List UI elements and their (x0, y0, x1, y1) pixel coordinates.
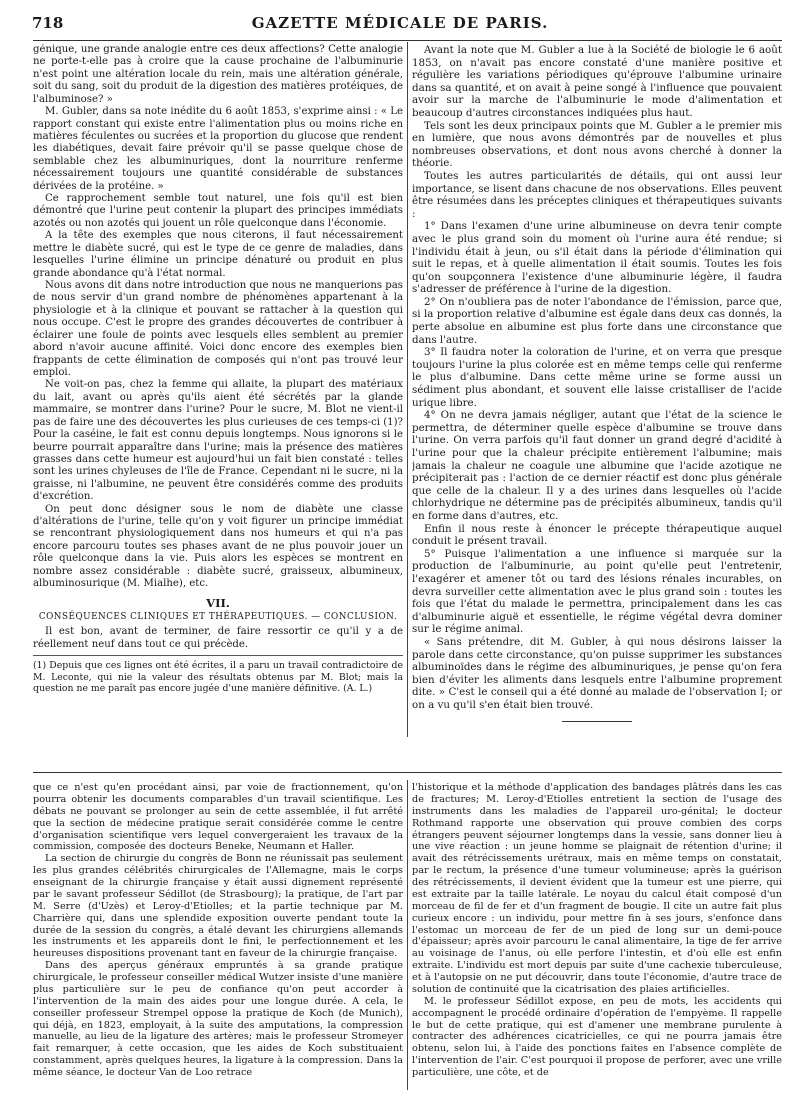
paragraph: Avant la note que M. Gubler a lue à la Société de biologie le 6 août 1853, on n'avait pas encore constaté d'une manière positive et régulière les variations périodiques qu'éprouve l'albumine urinaire dans sa quantité, et on avait à peine songé à l'influence que pouvaient avoir sur la marche de l'albuminurie le mode d'alimentation et beaucoup d'autres circonstances indiquées plus haut. (412, 44, 782, 119)
page-number: 718 (32, 14, 64, 32)
paragraph: On peut donc désigner sous le nom de diabète une classe d'altérations de l'urine, telle qu'on y voit figurer un principe immédiat se rencontrant physiologiquement dans nos humeurs et qui n'a pas encore parcouru toutes ses phases avant de ne plus pouvoir jouer un rôle quelconque dans la vie. Puis alors les espèces se montrent en nombre assez considérable : diabète sucré, graisseux, albumineux, albuminosurique (M. Mialhe), etc. (33, 503, 403, 590)
paragraph: Toutes les autres particularités de détails, qui ont aussi leur importance, se lisent dans chacune de nos observations. Elles peuvent être résumées dans les préceptes cliniques et thérapeutiques suivants : (412, 169, 782, 220)
section-number: VII. (206, 595, 230, 610)
column-bottom-left (33, 782, 403, 1087)
end-rule (562, 721, 632, 722)
column-top-right (412, 44, 782, 724)
paragraph: 2° On n'oubliera pas de noter l'abondance de l'émission, parce que, si la proportion relative d'albumine est égale dans deux cas donnés, la perte absolue en albumine est plus forte dans une circonstance que dans l'autre. (412, 295, 782, 346)
column-divider-bottom (407, 780, 408, 1090)
paragraph: A la tête des exemples que nous citerons, il faut nécessairement mettre le diabète sucré, qui est le type de ce genre de maladies, dans lesquelles l'urine élimine un principe dénaturé ou produit en plus grande abondance qu'à l'état normal. (33, 230, 403, 279)
paragraph: Nous avons dit dans notre introduction que nous ne manquerions pas de nous servir d'un grand nombre de phénomènes appartenant à la physiologie et à la clinique et pouvant se rattacher à la question qui nous occupe. C'est le propre des grandes découvertes de contribuer à éclairer une foule de points avec lesquels elles semblent au premier abord n'avoir aucune affinité. Voici donc encore des exemples bien frappants de cette élimination de composés qui n'ont pas trouvé leur emploi. (33, 280, 403, 378)
column-divider-top (407, 42, 408, 737)
column-bottom-right (412, 782, 782, 1087)
paragraph: Ne voit-on pas, chez la femme qui allaite, la plupart des matériaux du lait, avant ou après qu'ils aient été sécrétés par la glande mammaire, se montrer dans l'urine? Pour le sucre, M. Blot ne vient-il pas de faire une des découvertes les plus curieuses de ces temps-ci (1)? Pour la caséine, le fait est connu depuis longtemps. Nous ignorons si le beurre pourrait apparaître dans l'urine; mais la présence des matières grasses dans cette humeur est aujourd'hui un fait bien constaté : telles sont les urines chyleuses de l'île de France. Cependant ni le sucre, ni la graisse, ni l'albumine, ne peuvent être considérés comme des produits d'excrétion. (33, 379, 403, 503)
paragraph: M. le professeur Sédillot expose, en peu de mots, les accidents qui accompagnent le procédé ordinaire d'opération de l'empyème. Il rappelle le but de cette pratique, qui est d'amener une membrane purulente à contracter des adhérences cicatricielles, ce qui ne pourra jamais être obtenu, selon lui, à l'aide des ponctions faites en l'absence complète de l'intervention de l'air. C'est pourquoi il propose de perforer, avec une vrille particulière, une côte, et de (412, 995, 782, 1078)
column-top-left (33, 44, 403, 699)
paragraph: M. Gubler, dans sa note inédite du 6 août 1853, s'exprime ainsi : « Le rapport constant qui existe entre l'alimentation plus ou moins riche en matières féculentes ou sucrées et la proportion du glucose que rendent les diabétiques, devait faire prévoir qu'il se passe quelque chose de semblable chez les albuminuriques, dont la nourriture renferme nécessairement toujours une quantité considérable de substances dérivées de la protéine. » (33, 106, 403, 192)
paragraph: génique, une grande analogie entre ces deux affections? Cette analogie ne porte-t-elle pas à croire que la cause prochaine de l'albuminurie n'est point une altération locale du rein, mais une altération générale, soit du sang, soit du produit de la digestion des matières protéiques, de l'albuminose? » (33, 44, 403, 105)
section-divider-rule (33, 772, 782, 773)
paragraph: Tels sont les deux principaux points que M. Gubler a le premier mis en lumière, que nous avons démontrés par de nouvelles et plus nombreuses observations, et dont nous avons cherché à donner la théorie. (412, 119, 782, 170)
section-title: CONSÉQUENCES CLINIQUES ET THÉRAPEUTIQUES. — CONCLUSION. (38, 611, 398, 622)
paragraph: l'historique et la méthode d'application des bandages plâtrés dans les cas de fractures; M. Leroy-d'Etiolles entretient la section de l'usage des instruments dans les maladies de l'appareil uro-génital; le docteur Rothmand rapporte une observation qui prouve combien des corps étrangers peuvent séjourner longtemps dans la vessie, sans donner lieu à une vive réaction : un jeune homme se plaignait de rétention d'urine; il avait des rétrécissements urétraux, mais en même temps on constatait, par le rectum, la présence d'une tumeur volumineuse; après la guérison des rétrécissements, il devient évident que la tumeur est une pierre, qui est extraite par la taille latérale. Le noyau du calcul était composé d'un morceau de fil de fer et d'un fragment de bougie. Il cite un autre fait plus curieux encore : un individu, pour mettre fin à ses jours, s'enfonce dans l'estomac un morceau de fer de un pied de long sur un demi-pouce d'épaisseur; après avoir parcouru le canal alimentaire, la tige de fer arrive au voisinage de l'anus, où elle perfore l'intestin, et d'où elle est enfin extraite. L'individu est mort depuis par suite d'une cachexie tuberculeuse, et à l'autopsie on ne put découvrir, dans toute l'économie, d'autre trace de solution de continuité que la cicatrisation des plaies artificielles. (412, 782, 782, 995)
paragraph: Dans des aperçus généraux empruntés à sa grande pratique chirurgicale, le professeur conseiller médical Wutzer insiste d'une manière plus particulière sur le peu de confiance qu'on peut accorder à l'intervention de la main des aides pour une longue durée. A cela, le conseiller professeur Strempel oppose la pratique de Koch (de Munich), qui déjà, en 1823, employait, à la suite des amputations, la compression manuelle, au lieu de la ligature des artères; mais le professeur Stromeyer fait remarquer, à cette occasion, que les aides de Koch substituaient constamment, après quelques heures, la ligature à la compression. Dans la même séance, le docteur Van de Loo retrace (33, 960, 403, 1078)
paragraph: 3° Il faudra noter la coloration de l'urine, et on verra que presque toujours l'urine la plus colorée est en même temps celle qui renferme le plus d'albumine. Dans cette même urine se forme aussi un sédiment plus abondant, et souvent elle laisse cristalliser de l'acide urique libre. (412, 346, 782, 409)
paragraph: 4° On ne devra jamais négliger, autant que l'état de la science le permettra, de déterminer quelle espèce d'albumine se trouve dans l'urine. On verra parfois qu'il faut donner un grand degré d'acidité à l'urine pour que la chaleur précipite entièrement l'albumine; mais jamais la chaleur ne coagule une albumine que l'acide azotique ne précipiterait pas : l'action de ce dernier réactif est donc plus générale que celle de la chaleur. Il y a des urines dans lesquelles où l'acide chlorhydrique ne détermine pas de précipités albumineux, tandis qu'il en forme dans d'autres, etc. (412, 409, 782, 522)
paragraph: Enfin il nous reste à énoncer le précepte thérapeutique auquel conduit le présent travail. (412, 522, 782, 548)
page-header (22, 14, 778, 34)
paragraph: « Sans prétendre, dit M. Gubler, à qui nous désirons laisser la parole dans cette circonstance, qu'on puisse supprimer les substances albuminoïdes dans le régime des albuminuriques, je pense qu'on fera bien d'éviter les aliments dans lesquels entre l'albumine proprement dite. » C'est le conseil qui a été donné au malade de l'observation I; or on a vu qu'il s'en était bien trouvé. (412, 635, 782, 711)
header-rule (33, 40, 782, 41)
paragraph: La section de chirurgie du congrès de Bonn ne réunissait pas seulement les plus grandes célébrités chirurgicales de l'Allemagne, mais le corps enseignant de la chirurgie française y était aussi dignement représenté par le savant professeur Sédillot (de Strasbourg); la pratique, de l'art par M. Serre (d'Uzès) et Leroy-d'Etiolles; et la partie technique par M. Charrière qui, dans une splendide exposition ouverte pendant toute la durée de la session du congrès, a étalé devant les chirurgiens allemands les instruments et les appareils dont le fini, le perfectionnement et les heureuses dispositions provenant tant en faveur de la chirurgie française. (33, 853, 403, 960)
footnote: (1) Depuis que ces lignes ont été écrites, il a paru un travail contradictoire de M. Leconte, qui nie la valeur des résultats obtenus par M. Blot; mais la question ne me paraît pas encore jugée d'une manière définitive. (A. L.) (33, 655, 403, 694)
paragraph: Il est bon, avant de terminer, de faire ressortir ce qu'il y a de réellement neuf dans tout ce qui précède. (33, 626, 403, 650)
running-title: GAZETTE MÉDICALE DE PARIS. (251, 14, 549, 32)
paragraph: Ce rapprochement semble tout naturel, une fois qu'il est bien démontré que l'urine peut contenir la plupart des principes immédiats azotés ou non azotés qui jouent un rôle quelconque dans l'économie. (33, 193, 403, 229)
paragraph: 5° Puisque l'alimentation a une influence si marquée sur la production de l'albuminurie, au point qu'elle peut l'entretenir, l'exagérer et amener tôt ou tard des lésions rénales incurables, on devra surveiller cette alimentation avec le plus grand soin : toutes les fois que l'état du malade le permettra, principalement dans les cas d'albuminurie aiguë et essentielle, le régime végétal devra dominer sur le régime animal. (412, 547, 782, 636)
paragraph: que ce n'est qu'en procédant ainsi, par voie de fractionnement, qu'on pourra obtenir les documents comparables d'un travail scientifique. Les débats ne pouvant se prolonger au sein de cette assemblée, il fut arrêté que la section de médecine pratique serait considérée comme le centre d'organisation scientifique vers lequel convergeraient les travaux de la commission, composée des docteurs Beneke, Neumann et Haller. (33, 782, 403, 853)
paragraph: 1° Dans l'examen d'une urine albumineuse on devra tenir compte avec le plus grand soin du moment où l'urine aura été rendue; si l'individu était à jeun, ou s'il était dans la période d'élimination qui suit le repas, et à quelle alimentation il était soumis. Toutes les fois qu'on soupçonnera l'existence d'une albuminurie légère, il faudra s'adresser de préférence à l'urine de la digestion. (412, 220, 782, 296)
